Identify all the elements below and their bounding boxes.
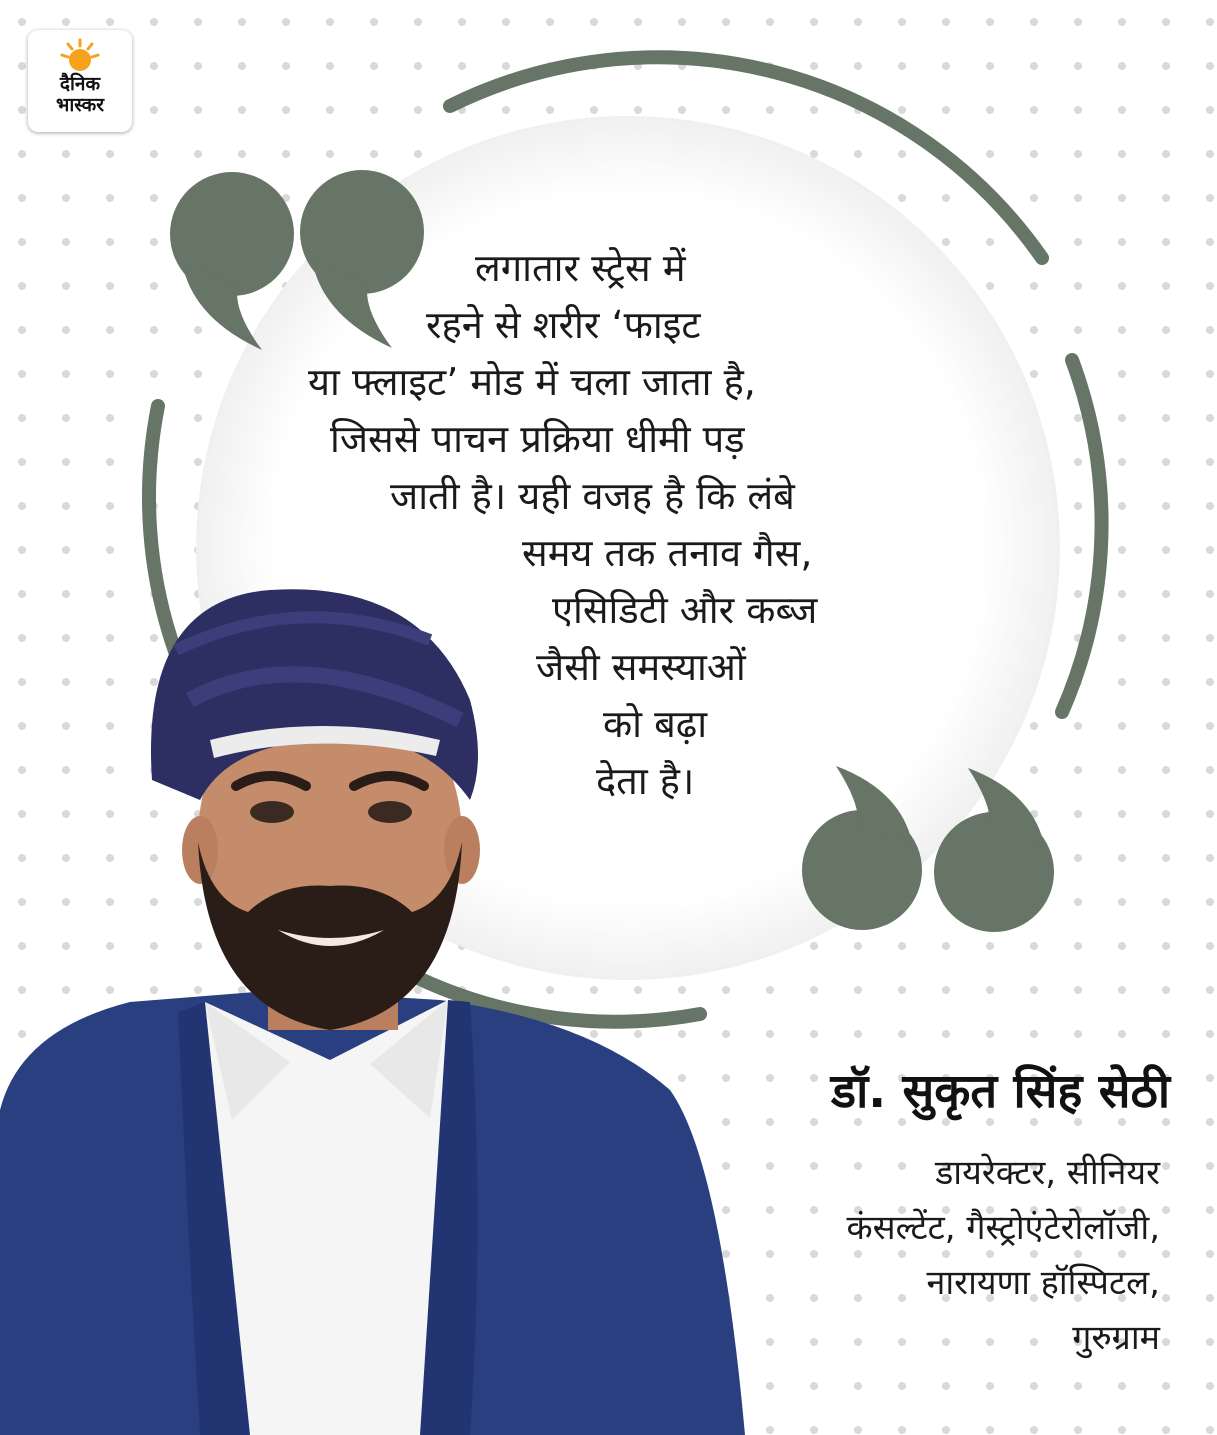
- quote-line: देता है।: [596, 759, 695, 803]
- designation-line: डायरेक्टर, सीनियर: [935, 1153, 1160, 1193]
- quote-line: रहने से शरीर ‘फाइट: [426, 303, 701, 347]
- designation-line: कंसल्टेंट, गैस्ट्रोएंटेरोलॉजी,: [846, 1208, 1160, 1248]
- quote-line: को बढ़ा: [603, 702, 708, 746]
- quote-line: जिससे पाचन प्रक्रिया धीमी पड़: [330, 417, 745, 461]
- person-name: डॉ. सुकृत सिंह सेठी: [830, 1064, 1170, 1119]
- dainik-bhaskar-logo: [28, 30, 132, 132]
- quote-line: या फ्लाइट’ मोड में चला जाता है,: [308, 360, 756, 404]
- quote-line: जाती है। यही वजह है कि लंबे: [390, 474, 795, 518]
- quote-text: [270, 240, 950, 810]
- logo-text-line1: दैनिक: [59, 73, 101, 95]
- designation-line: गुरुग्राम: [1072, 1318, 1160, 1358]
- quote-line: समय तक तनाव गैस,: [522, 531, 813, 575]
- sun-logo-icon: [60, 38, 100, 74]
- logo-text-line2: भास्कर: [55, 94, 105, 116]
- quote-line: लगातार स्ट्रेस में: [475, 246, 686, 290]
- quote-line: जैसी समस्याओं: [536, 645, 746, 689]
- person-designation: [640, 1146, 1160, 1366]
- designation-line: नारायणा हॉस्पिटल,: [926, 1263, 1160, 1303]
- quote-line: एसिडिटी और कब्ज: [552, 588, 818, 632]
